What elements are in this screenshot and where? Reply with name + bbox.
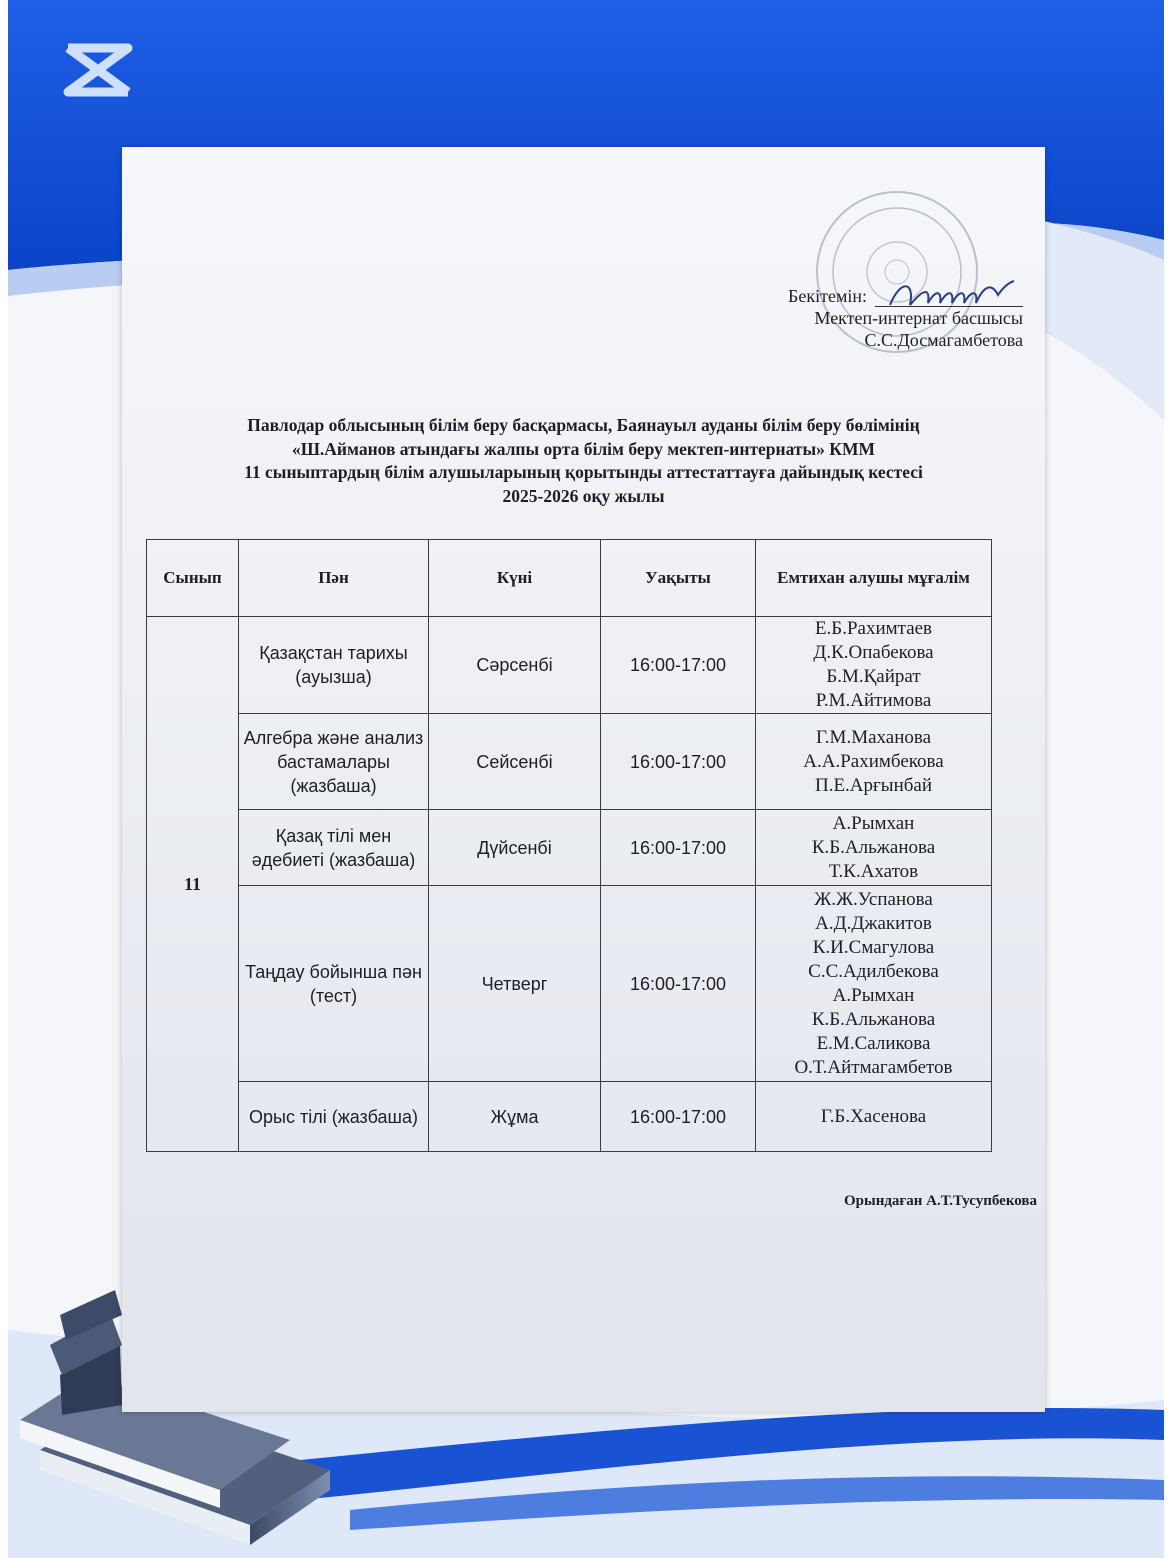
teacher-name: Т.К.Ахатов <box>828 860 919 882</box>
approval-position: Мектеп-интернат басшысы <box>814 308 1023 328</box>
teacher-name: К.Б.Альжанова <box>811 1008 936 1030</box>
teacher-name: Р.М.Айтимова <box>815 690 932 711</box>
teacher-name: Е.Б.Рахимтаев <box>814 618 933 639</box>
time-cell: 16:00-17:00 <box>601 810 756 886</box>
executed-by: Орындаған А.Т.Тусупбекова <box>843 1193 1037 1209</box>
teachers-cell <box>756 886 992 1082</box>
table-row <box>147 617 992 714</box>
approval-name: С.С.Досмагамбетова <box>864 330 1023 350</box>
approval-block <box>788 285 1023 351</box>
subject-cell: Алгебра және анализ бастамалары (жазбаша) <box>239 714 429 810</box>
title-line-1: Павлодар облысының білім беру басқармасы, Баянауыл ауданы білім беру бөлімінің <box>247 415 920 435</box>
teacher-name: Ж.Ж.Успанова <box>814 888 933 910</box>
document-page <box>122 147 1045 1412</box>
capcut-logo-icon <box>60 40 136 100</box>
day-cell: Четверг <box>429 886 601 1082</box>
teachers-cell <box>756 714 992 810</box>
day-cell: Сейсенбі <box>429 714 601 810</box>
teacher-name: О.Т.Айтмагамбетов <box>794 1056 953 1078</box>
table-row <box>147 810 992 886</box>
title-line-3: 11 сыныптардың білім алушыларының қорытынды аттестаттауға дайындық кестесі <box>244 462 923 482</box>
class-cell: 11 <box>147 617 239 1152</box>
document-title <box>122 414 1045 508</box>
subject-cell: Қазақстан тарихы (ауызша) <box>239 617 429 714</box>
time-cell: 16:00-17:00 <box>601 714 756 810</box>
teachers-cell <box>756 617 992 714</box>
teachers-cell <box>756 1082 992 1152</box>
title-line-4: 2025-2026 оқу жылы <box>502 485 665 506</box>
teacher-name: А.Д.Джакитов <box>815 912 932 934</box>
teachers-cell <box>756 810 992 886</box>
subject-cell: Орыс тілі (жазбаша) <box>239 1082 429 1152</box>
teacher-name: К.И.Смагулова <box>812 936 935 958</box>
approval-label: Бекітемін: <box>788 286 867 306</box>
time-cell: 16:00-17:00 <box>601 617 756 714</box>
title-line-2: «Ш.Айманов атындағы жалпы орта білім беру мектеп-интернаты» КММ <box>291 438 876 459</box>
teacher-name: Г.Б.Хасенова <box>820 1105 927 1127</box>
day-cell: Жұма <box>429 1082 601 1152</box>
header-class: Сынып <box>147 540 239 617</box>
signature-line <box>875 288 1023 307</box>
header-day: Күні <box>429 540 601 617</box>
day-cell: Сәрсенбі <box>429 617 601 714</box>
teacher-name: А.А.Рахимбекова <box>803 750 944 772</box>
subject-cell: Қазақ тілі мен әдебиеті (жазбаша) <box>239 810 429 886</box>
teacher-name: С.С.Адилбекова <box>808 960 939 982</box>
teacher-name: Б.М.Қайрат <box>826 666 921 687</box>
day-cell: Дүйсенбі <box>429 810 601 886</box>
teacher-name: Е.М.Саликова <box>816 1032 931 1054</box>
time-cell: 16:00-17:00 <box>601 886 756 1082</box>
subject-cell: Таңдау бойынша пән (тест) <box>239 886 429 1082</box>
teacher-name: Д.К.Опабекова <box>813 642 934 663</box>
teacher-name: А.Рымхан <box>832 812 915 834</box>
table-row <box>147 1082 992 1152</box>
teacher-name: А.Рымхан <box>832 984 915 1006</box>
header-time: Уақыты <box>601 540 756 617</box>
table-row <box>147 886 992 1082</box>
exam-schedule-table <box>146 539 992 1152</box>
teacher-name: Г.М.Маханова <box>815 726 932 748</box>
table-header-row <box>147 540 992 617</box>
teacher-name: П.Е.Арғынбай <box>814 774 933 796</box>
header-subject: Пән <box>239 540 429 617</box>
header-teacher: Емтихан алушы мұғалім <box>756 540 992 617</box>
table-row <box>147 714 992 810</box>
time-cell: 16:00-17:00 <box>601 1082 756 1152</box>
teacher-name: К.Б.Альжанова <box>811 836 936 858</box>
